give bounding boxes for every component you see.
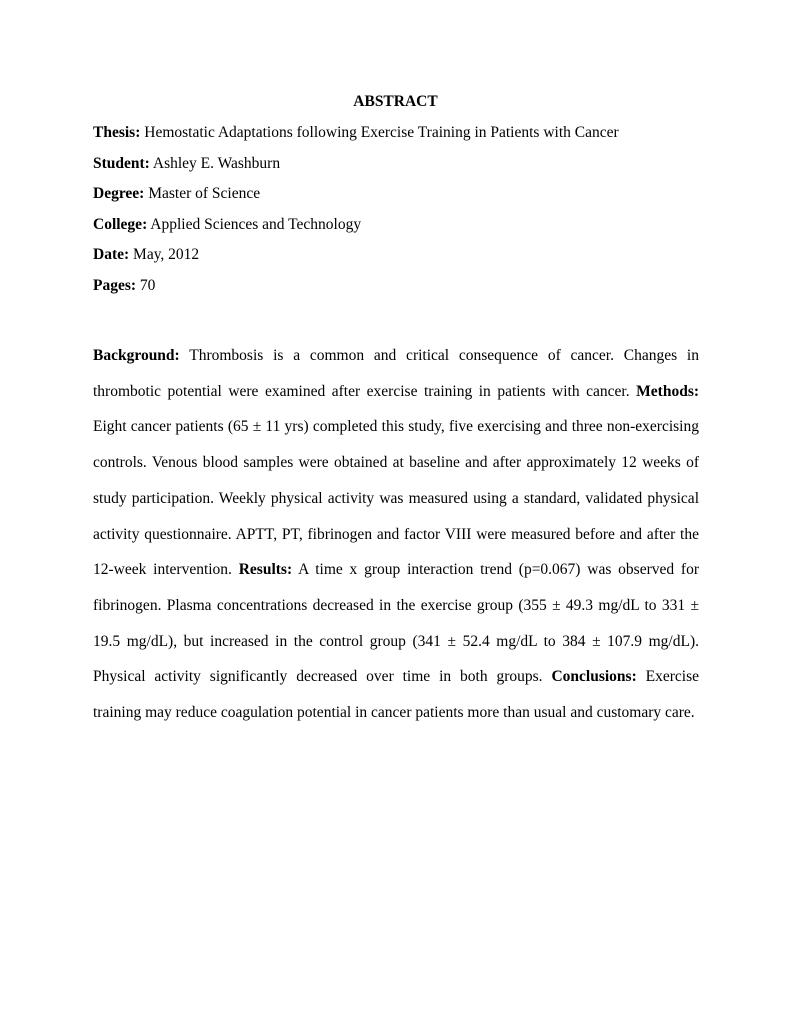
date-line [93,245,713,265]
degree-label: Degree: [93,185,145,202]
date-value: May, 2012 [133,246,200,263]
student-value: Ashley E. Washburn [152,155,281,172]
results-label: Results: [238,561,293,579]
conclusions-label: Conclusions: [551,668,637,686]
student-label: Student: [93,155,150,172]
degree-line [93,184,713,204]
degree-value: Master of Science [148,185,261,202]
background-label: Background: [93,347,180,364]
thesis-line [93,123,713,143]
college-line [93,215,713,235]
pages-line [93,276,713,296]
methods-text: Eight cancer patients (65 ± 11 yrs) completed this study, five exercising and three non-exercising controls. Venous blood samples were obtained at baseline and after approximately 12 weeks of study participation. Weekly physical activity was measured using a standard, validated physical activity questionnaire. APTT, PT, fibrinogen and factor VIII were measured before and after the 12-week intervention. [93,418,699,579]
date-label: Date: [93,246,130,263]
college-value: Applied Sciences and Technology [150,216,362,233]
abstract-paragraph [93,338,699,731]
college-label: College: [93,216,148,233]
methods-label: Methods: [636,382,700,400]
thesis-label: Thesis: [93,124,141,141]
pages-value: 70 [139,277,156,294]
pages-label: Pages: [93,277,137,294]
conclusions-text: Exercise training may reduce coagulation potential in cancer patients more than usual and customary care. [93,668,700,722]
background-text: Thrombosis is a common and critical consequence of cancer. Changes in thrombotic potential were examined after exercise training in patients with cancer. [93,347,699,400]
student-line [93,154,713,174]
thesis-value: Hemostatic Adaptations following Exercise Training in Patients with Cancer [144,124,619,141]
results-text: A time x group interaction trend (p=0.067) was observed for fibrinogen. Plasma concentrations decreased in the exercise group (355 ± 49.3 mg/dL to 331 ± 19.5 mg/dL), but increased in the control group (341 ± 52.4 mg/dL to 384 ± 107.9 mg/dL). Physical activity significantly decreased over time in both groups. [93,561,699,686]
abstract-heading: ABSTRACT [353,93,438,110]
